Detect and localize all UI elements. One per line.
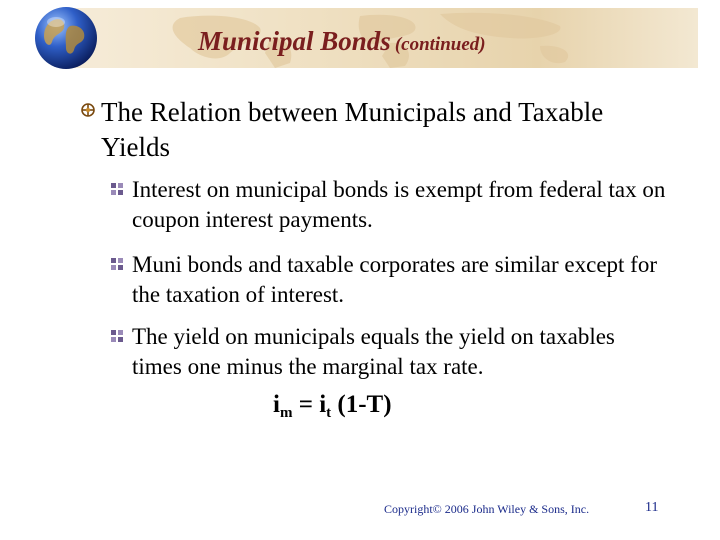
formula-rhs-var: i [319, 391, 327, 418]
page-number: 11 [645, 500, 659, 515]
title-band [60, 8, 698, 68]
title-sub: (continued) [394, 34, 486, 55]
sub-bullet-3 [110, 322, 670, 382]
bullet-main [80, 95, 640, 165]
sub-bullet-text: Muni bonds and taxable corporates are similar except for the taxation of interest. [132, 252, 657, 307]
formula-rhs-sub: t [326, 405, 332, 421]
bullet-square-icon [110, 329, 124, 343]
formula [273, 391, 392, 422]
formula-lhs-var: i [273, 391, 280, 418]
sub-bullet-text: Interest on municipal bonds is exempt from federal tax on coupon interest payments. [132, 177, 666, 232]
bullet-circle-icon [80, 102, 96, 118]
title-main: Municipal Bonds [198, 26, 391, 56]
globe-icon [32, 4, 100, 72]
formula-rhs-rest: (1-T) [331, 391, 392, 418]
formula-lhs-sub: m [279, 405, 293, 421]
formula-equals: = [292, 391, 320, 418]
sub-bullet-2 [110, 250, 670, 310]
bullet-square-icon [110, 257, 124, 271]
sub-bullet-text: The yield on municipals equals the yield on taxables times one minus the marginal tax rate. [132, 324, 615, 379]
bullet-square-icon [110, 182, 124, 196]
sub-bullet-1 [110, 175, 670, 235]
slide-title [198, 26, 486, 57]
copyright-footer: Copyright© 2006 John Wiley & Sons, Inc. [384, 502, 590, 516]
bullet-main-text: The Relation between Municipals and Taxable Yields [101, 97, 604, 162]
